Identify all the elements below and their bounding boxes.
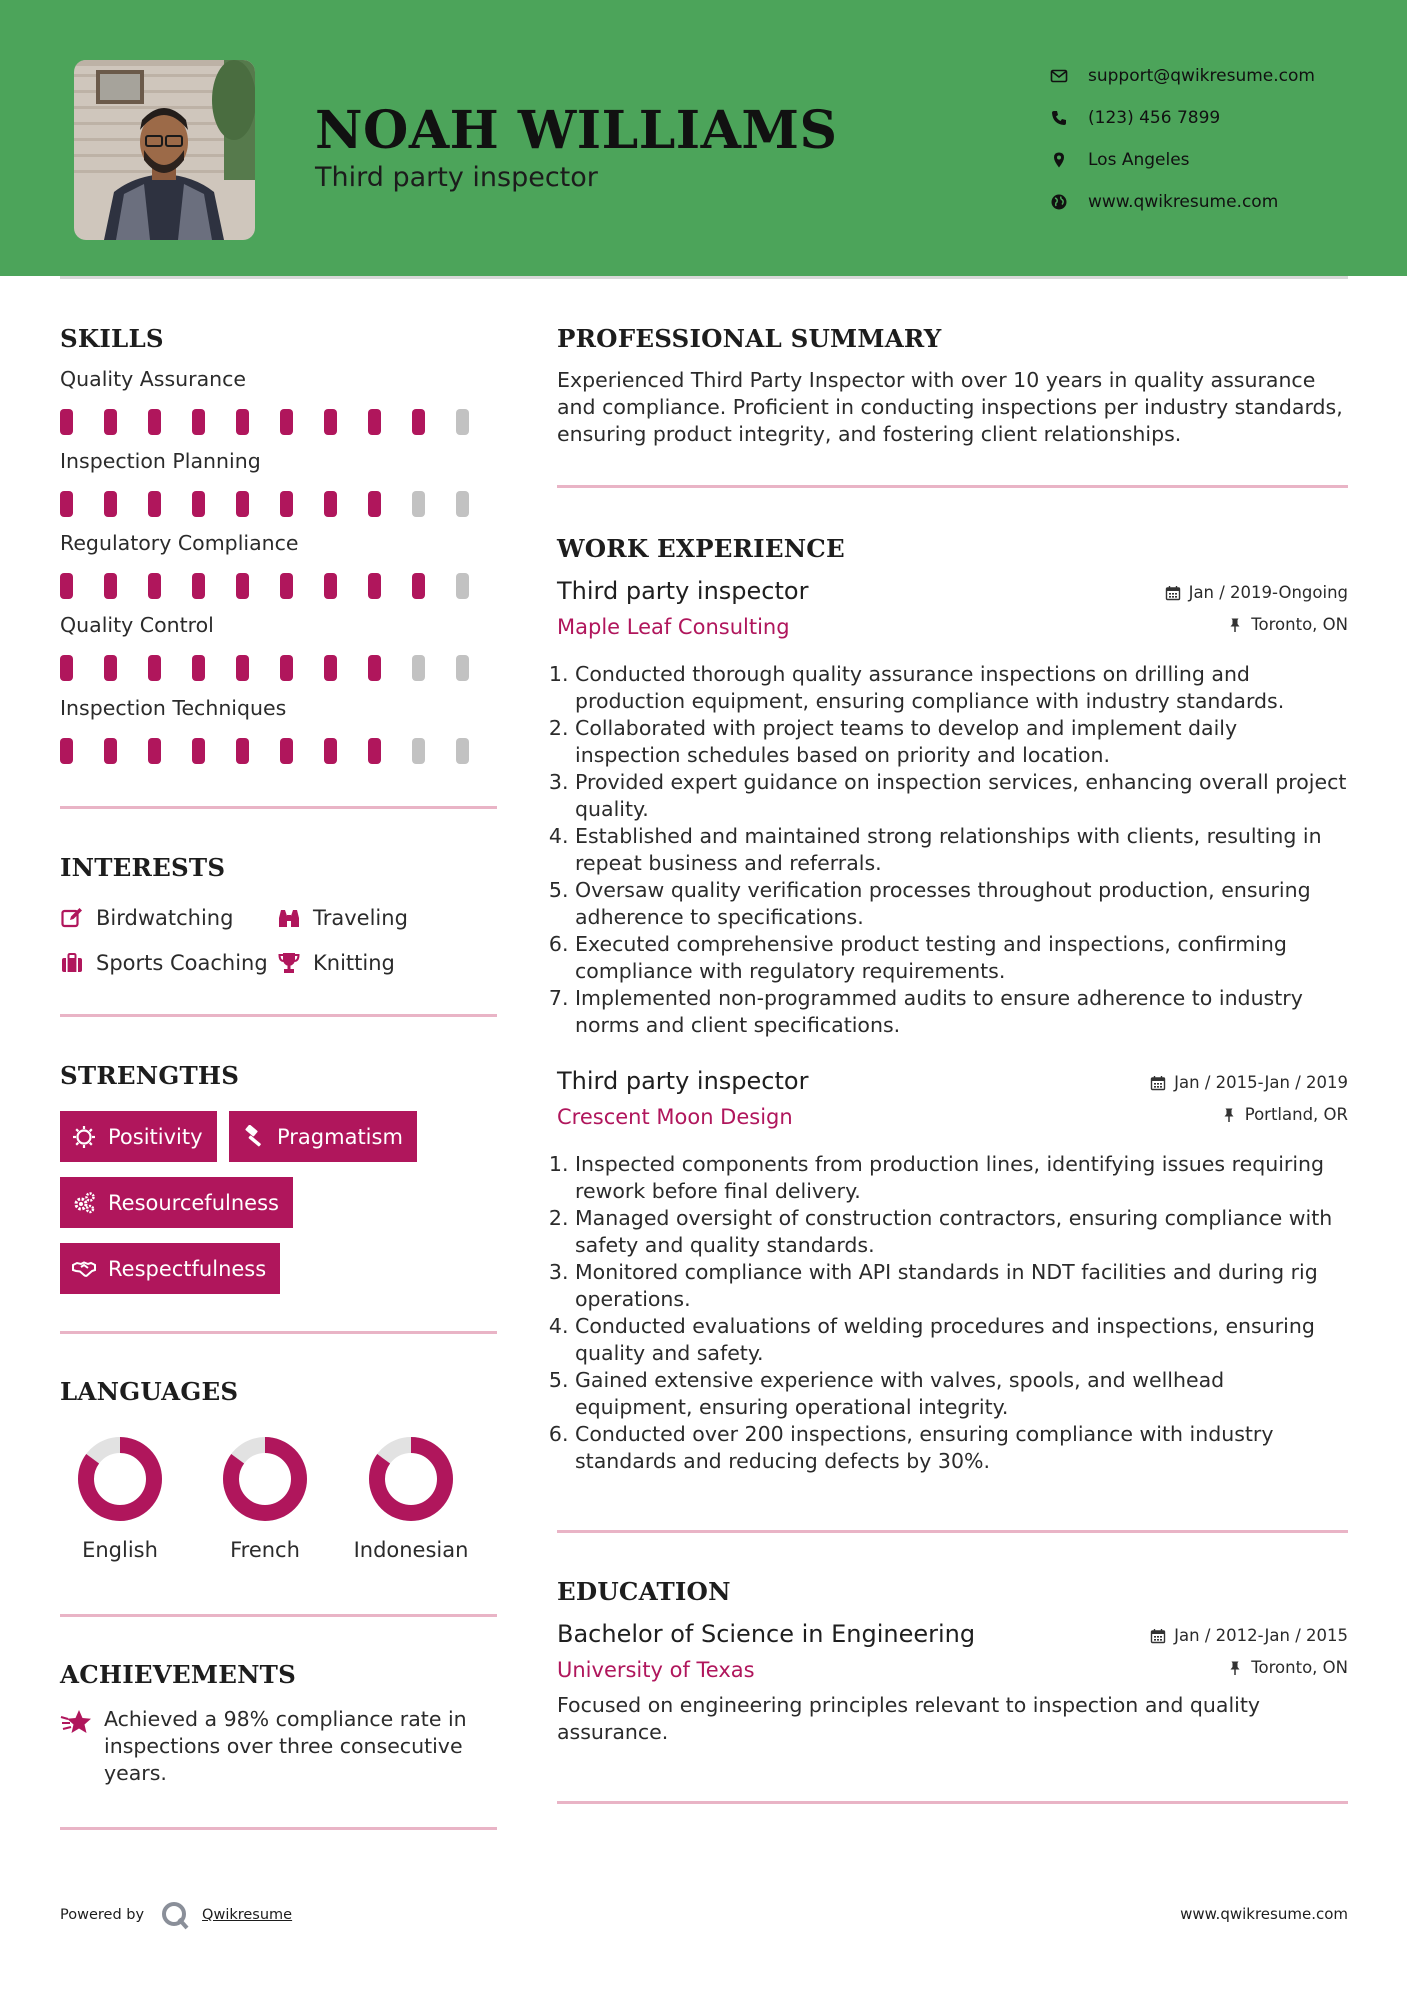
job-duty: 5. Oversaw quality verification processes throughout production, ensuring adherence to specifications. bbox=[575, 877, 1348, 931]
job-duty: 7. Implemented non-programmed audits to ensure adherence to industry norms and client specifications. bbox=[575, 985, 1348, 1039]
education-school: University of Texas bbox=[557, 1658, 755, 1682]
summary-heading: PROFESSIONAL SUMMARY bbox=[557, 324, 942, 353]
education-date bbox=[1150, 1626, 1348, 1645]
language-label: Indonesian bbox=[353, 1538, 469, 1562]
skill-rating bbox=[60, 573, 500, 599]
language-item bbox=[47, 1436, 193, 1562]
strength-chip bbox=[60, 1177, 293, 1228]
skill-dot-empty bbox=[456, 738, 469, 764]
job-date-text: Jan / 2015-Jan / 2019 bbox=[1174, 1073, 1348, 1092]
candidate-name: NOAH WILLIAMS bbox=[315, 100, 838, 161]
language-donut bbox=[368, 1436, 454, 1522]
skill-dot-filled bbox=[148, 491, 161, 517]
job-duties bbox=[557, 661, 1348, 1039]
strengths-heading: STRENGTHS bbox=[60, 1061, 240, 1090]
education-heading: EDUCATION bbox=[557, 1577, 731, 1606]
star-icon bbox=[60, 1708, 92, 1738]
skill-dot-filled bbox=[148, 738, 161, 764]
education-date-text: Jan / 2012-Jan / 2015 bbox=[1174, 1626, 1348, 1645]
contact-email-text: support@qwikresume.com bbox=[1088, 66, 1315, 86]
skill-dot-filled bbox=[148, 655, 161, 681]
binoculars-icon bbox=[277, 906, 301, 930]
job-duty: 6. Conducted over 200 inspections, ensuring compliance with industry standards and reducing defects by 30%. bbox=[575, 1421, 1348, 1475]
footer-website[interactable]: www.qwikresume.com bbox=[1180, 1905, 1348, 1923]
skill-dot-filled bbox=[104, 491, 117, 517]
education-location bbox=[1227, 1658, 1348, 1677]
powered-by-text: Powered by bbox=[60, 1907, 145, 1923]
achievement-text: Achieved a 98% compliance rate in inspections over three consecutive years. bbox=[104, 1707, 467, 1785]
section-divider bbox=[60, 1827, 497, 1830]
skill-dot-filled bbox=[192, 573, 205, 599]
job-title: Third party inspector bbox=[557, 1067, 809, 1095]
skill-dot-filled bbox=[280, 573, 293, 599]
skill-dot-filled bbox=[148, 573, 161, 599]
summary-text: Experienced Third Party Inspector with over 10 years in quality assurance and compliance. Proficient in conducting inspections per industry standards, ensuring product integrity, and fostering client relationships. bbox=[557, 368, 1343, 446]
job-duty: 5. Gained extensive experience with valves, spools, and wellhead equipment, ensuring operational integrity. bbox=[575, 1367, 1348, 1421]
skill-dot-empty bbox=[456, 655, 469, 681]
skill-name: Regulatory Compliance bbox=[60, 531, 299, 555]
skill-dot-empty bbox=[456, 409, 469, 435]
handshake-icon bbox=[72, 1257, 96, 1281]
skill-dot-filled bbox=[368, 655, 381, 681]
skill-dot-filled bbox=[236, 573, 249, 599]
skill-item bbox=[60, 531, 500, 599]
map-pin-icon bbox=[1050, 151, 1068, 169]
edit-icon bbox=[60, 906, 84, 930]
language-item bbox=[338, 1436, 484, 1562]
candidate-title: Third party inspector bbox=[315, 162, 598, 193]
job-location-text: Toronto, ON bbox=[1251, 615, 1348, 634]
section-divider bbox=[557, 1530, 1348, 1533]
skill-dot-filled bbox=[104, 738, 117, 764]
strength-label: Resourcefulness bbox=[108, 1190, 279, 1215]
interest-item bbox=[60, 951, 277, 975]
skill-dot-filled bbox=[236, 655, 249, 681]
job-duty: 4. Conducted evaluations of welding procedures and inspections, ensuring quality and safety. bbox=[575, 1313, 1348, 1367]
strength-label: Positivity bbox=[108, 1124, 203, 1149]
skill-dot-filled bbox=[60, 573, 73, 599]
pushpin-icon bbox=[1227, 1660, 1243, 1676]
skill-dot-filled bbox=[412, 409, 425, 435]
section-divider bbox=[557, 485, 1348, 488]
skill-dot-filled bbox=[104, 655, 117, 681]
footer-powered-by bbox=[60, 1900, 292, 1930]
job-company: Maple Leaf Consulting bbox=[557, 615, 790, 639]
sun-icon bbox=[72, 1125, 96, 1149]
skill-item bbox=[60, 449, 500, 517]
skill-dot-empty bbox=[412, 738, 425, 764]
job-duties bbox=[557, 1151, 1348, 1475]
job-duty: 2. Managed oversight of construction contractors, ensuring compliance with safety and quality standards. bbox=[575, 1205, 1348, 1259]
skill-dot-empty bbox=[456, 491, 469, 517]
skill-dot-empty bbox=[412, 655, 425, 681]
globe-icon bbox=[1050, 193, 1068, 211]
section-divider bbox=[60, 1014, 497, 1017]
calendar-icon bbox=[1165, 585, 1181, 601]
skill-dot-filled bbox=[192, 655, 205, 681]
skill-dot-filled bbox=[192, 491, 205, 517]
interest-label: Knitting bbox=[313, 950, 395, 975]
phone-icon bbox=[1050, 109, 1068, 127]
job-duty: 3. Provided expert guidance on inspection services, enhancing overall project quality. bbox=[575, 769, 1348, 823]
skill-name: Inspection Planning bbox=[60, 449, 261, 473]
education-description: Focused on engineering principles relevant to inspection and quality assurance. bbox=[557, 1693, 1261, 1744]
skill-dot-filled bbox=[412, 573, 425, 599]
language-label: French bbox=[230, 1538, 300, 1562]
profile-photo bbox=[74, 60, 255, 240]
strength-label: Pragmatism bbox=[277, 1124, 403, 1149]
language-donut bbox=[222, 1436, 308, 1522]
job-duty: 1. Conducted thorough quality assurance inspections on drilling and production equipment, ensuring compliance with industry standards. bbox=[575, 661, 1348, 715]
language-donut bbox=[77, 1436, 163, 1522]
skill-dot-empty bbox=[456, 573, 469, 599]
skill-dot-filled bbox=[236, 738, 249, 764]
calendar-icon bbox=[1150, 1628, 1166, 1644]
skill-dot-empty bbox=[412, 491, 425, 517]
contact-location-text: Los Angeles bbox=[1088, 150, 1190, 170]
skill-dot-filled bbox=[148, 409, 161, 435]
skill-dot-filled bbox=[60, 738, 73, 764]
job-date-text: Jan / 2019-Ongoing bbox=[1188, 583, 1348, 602]
job-duty: 3. Monitored compliance with API standards in NDT facilities and during rig operations. bbox=[575, 1259, 1348, 1313]
job-entry bbox=[557, 577, 1348, 1039]
pushpin-icon bbox=[1227, 617, 1243, 633]
qwikresume-logo-icon bbox=[160, 1900, 190, 1930]
contact-location bbox=[1050, 139, 1315, 181]
skill-dot-filled bbox=[368, 573, 381, 599]
interest-label: Sports Coaching bbox=[96, 950, 268, 975]
interests-list bbox=[60, 895, 500, 985]
skill-item bbox=[60, 613, 500, 681]
education-location-text: Toronto, ON bbox=[1251, 1658, 1348, 1677]
skill-dot-filled bbox=[60, 655, 73, 681]
skill-item bbox=[60, 696, 500, 764]
job-date bbox=[1150, 1073, 1348, 1092]
qwikresume-link[interactable]: Qwikresume bbox=[202, 1907, 293, 1923]
skill-dot-filled bbox=[236, 409, 249, 435]
skill-item bbox=[60, 367, 500, 435]
skill-dot-filled bbox=[280, 491, 293, 517]
skill-dot-filled bbox=[60, 491, 73, 517]
skill-dot-filled bbox=[324, 738, 337, 764]
briefcase-icon bbox=[60, 951, 84, 975]
education-degree: Bachelor of Science in Engineering bbox=[557, 1620, 976, 1648]
strength-chip bbox=[60, 1243, 280, 1294]
job-duty: 4. Established and maintained strong relationships with clients, resulting in repeat business and referrals. bbox=[575, 823, 1348, 877]
calendar-icon bbox=[1150, 1075, 1166, 1091]
gears-icon bbox=[72, 1191, 96, 1215]
header-banner bbox=[0, 0, 1407, 276]
job-duty: 1. Inspected components from production lines, identifying issues requiring rework before final delivery. bbox=[575, 1151, 1348, 1205]
contact-website-text: www.qwikresume.com bbox=[1088, 192, 1279, 212]
skill-rating bbox=[60, 491, 500, 517]
skill-name: Inspection Techniques bbox=[60, 696, 287, 720]
gavel-icon bbox=[241, 1125, 265, 1149]
section-divider bbox=[60, 1614, 497, 1617]
section-divider bbox=[60, 806, 497, 809]
contact-phone-text: (123) 456 7899 bbox=[1088, 108, 1221, 128]
skill-rating bbox=[60, 738, 500, 764]
skill-dot-filled bbox=[324, 491, 337, 517]
job-entry bbox=[557, 1067, 1348, 1475]
job-location-text: Portland, OR bbox=[1244, 1105, 1348, 1124]
skill-name: Quality Control bbox=[60, 613, 214, 637]
interest-label: Birdwatching bbox=[96, 905, 234, 930]
contact-phone[interactable] bbox=[1050, 97, 1315, 139]
job-location bbox=[1221, 1105, 1348, 1124]
skill-dot-filled bbox=[104, 573, 117, 599]
achievements-heading: ACHIEVEMENTS bbox=[60, 1660, 296, 1689]
achievement-item bbox=[60, 1706, 500, 1787]
skill-dot-filled bbox=[368, 491, 381, 517]
skill-dot-filled bbox=[192, 738, 205, 764]
skill-dot-filled bbox=[280, 409, 293, 435]
strength-chip bbox=[229, 1111, 417, 1162]
pushpin-icon bbox=[1221, 1107, 1237, 1123]
job-company: Crescent Moon Design bbox=[557, 1105, 793, 1129]
interest-item bbox=[60, 906, 277, 930]
interests-heading: INTERESTS bbox=[60, 853, 226, 882]
strength-chip bbox=[60, 1111, 217, 1162]
language-label: English bbox=[82, 1538, 158, 1562]
skill-rating bbox=[60, 409, 500, 435]
skill-dot-filled bbox=[368, 738, 381, 764]
experience-heading: WORK EXPERIENCE bbox=[557, 534, 845, 563]
contact-website[interactable] bbox=[1050, 181, 1315, 223]
skill-dot-filled bbox=[60, 409, 73, 435]
skill-dot-filled bbox=[280, 655, 293, 681]
language-item bbox=[192, 1436, 338, 1562]
skill-dot-filled bbox=[236, 491, 249, 517]
languages-heading: LANGUAGES bbox=[60, 1377, 239, 1406]
skills-heading: SKILLS bbox=[60, 324, 164, 353]
job-date bbox=[1165, 583, 1348, 602]
interest-item bbox=[277, 906, 408, 930]
skill-dot-filled bbox=[324, 573, 337, 599]
person-photo-icon bbox=[74, 60, 255, 240]
job-title: Third party inspector bbox=[557, 577, 809, 605]
education-entry bbox=[557, 1620, 1348, 1746]
job-location bbox=[1227, 615, 1348, 634]
job-duty: 6. Executed comprehensive product testing and inspections, confirming compliance with regulatory requirements. bbox=[575, 931, 1348, 985]
skill-name: Quality Assurance bbox=[60, 367, 247, 391]
job-duty: 2. Collaborated with project teams to develop and implement daily inspection schedules based on priority and location. bbox=[575, 715, 1348, 769]
contact-email[interactable] bbox=[1050, 55, 1315, 97]
skill-dot-filled bbox=[324, 655, 337, 681]
skill-dot-filled bbox=[280, 738, 293, 764]
skill-dot-filled bbox=[104, 409, 117, 435]
section-divider bbox=[60, 1331, 497, 1334]
section-divider bbox=[557, 1801, 1348, 1804]
strength-label: Respectfulness bbox=[108, 1256, 267, 1281]
skill-rating bbox=[60, 655, 500, 681]
interest-item bbox=[277, 951, 395, 975]
interest-label: Traveling bbox=[313, 905, 408, 930]
trophy-icon bbox=[277, 951, 301, 975]
envelope-icon bbox=[1050, 67, 1068, 85]
skill-dot-filled bbox=[324, 409, 337, 435]
contact-list bbox=[1050, 55, 1315, 223]
skill-dot-filled bbox=[192, 409, 205, 435]
skill-dot-filled bbox=[368, 409, 381, 435]
header-divider bbox=[60, 276, 1348, 279]
